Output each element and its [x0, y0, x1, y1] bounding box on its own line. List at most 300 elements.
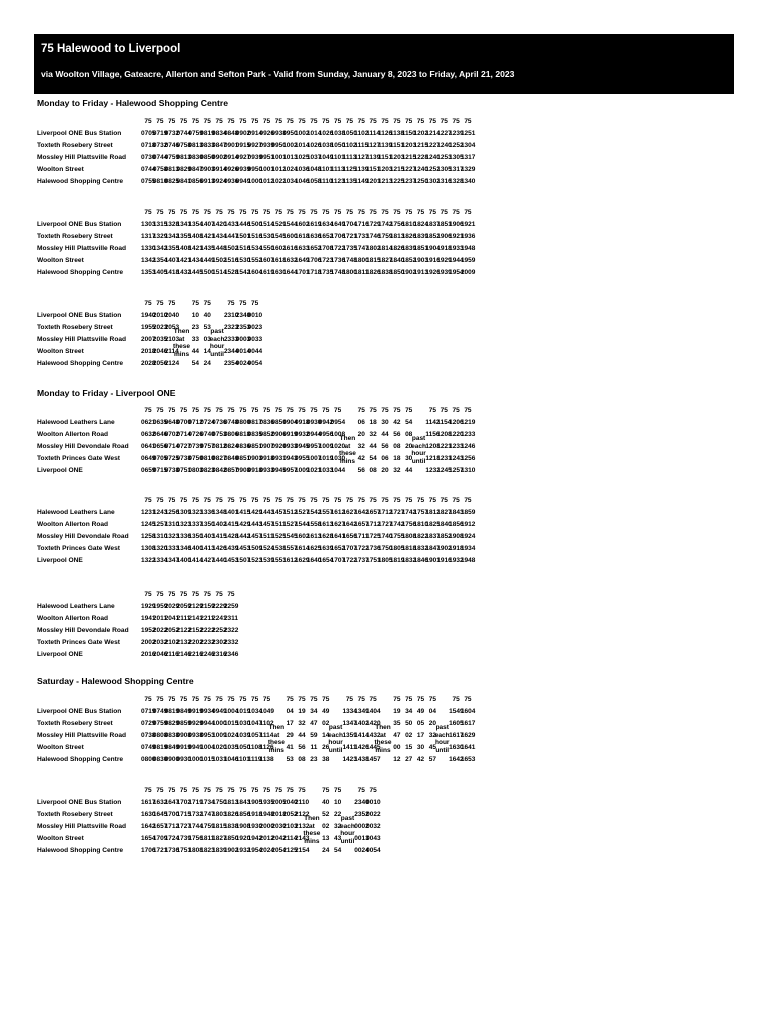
departure-time: 1916 — [425, 257, 440, 264]
route-number: 75 — [310, 407, 318, 414]
departure-time: 1706 — [330, 233, 346, 240]
departure-time: 1501 — [235, 233, 251, 240]
departure-time: 1139 — [354, 166, 369, 173]
departure-time: 1317 — [449, 166, 464, 173]
departure-time: 1453 — [235, 545, 251, 552]
departure-time: 30 — [405, 455, 413, 462]
departure-time: 1805 — [389, 545, 405, 552]
route-number: 75 — [262, 407, 271, 414]
frequency-note: past each hour until — [340, 815, 355, 845]
departure-time: 1025 — [295, 154, 310, 161]
departure-time: 1245 — [141, 521, 156, 528]
departure-time: 1904 — [425, 245, 440, 252]
departure-time: 14 — [203, 348, 211, 355]
departure-time: 1208 — [425, 443, 440, 450]
departure-time: 1432 — [176, 269, 192, 276]
departure-time: 2122 — [176, 627, 192, 634]
stop-name: Halewood Shopping Centre — [37, 756, 124, 763]
departure-time: 2007 — [141, 336, 156, 343]
route-number: 75 — [274, 209, 282, 216]
route-number: 75 — [274, 407, 282, 414]
departure-time: 1015 — [200, 756, 215, 763]
departure-time: 2232 — [200, 639, 215, 646]
departure-time: 1657 — [366, 509, 381, 516]
route-number: 75 — [310, 696, 318, 703]
stop-row — [37, 176, 737, 188]
departure-time: 0949 — [188, 744, 203, 751]
departure-time: 1906 — [437, 233, 452, 240]
departure-time: 1735 — [342, 245, 357, 252]
departure-time: 23 — [310, 756, 318, 763]
departure-time: 1007 — [306, 455, 322, 462]
route-number: 75 — [251, 407, 259, 414]
departure-time: 1718 — [306, 269, 322, 276]
departure-time: 2322 — [223, 627, 239, 634]
departure-time: 1746 — [366, 233, 381, 240]
departure-time: 19 — [393, 708, 401, 715]
departure-time: 0800 — [235, 419, 251, 426]
route-number: 75 — [144, 787, 152, 794]
stop-row — [37, 255, 737, 267]
route-number: 75 — [357, 407, 365, 414]
route-number: 75 — [357, 497, 365, 504]
departure-time: 08 — [393, 443, 401, 450]
departure-time: 56 — [298, 744, 306, 751]
departure-time: 0749 — [152, 708, 168, 715]
departure-time: 2114 — [164, 348, 179, 355]
departure-time: 2016 — [141, 651, 156, 658]
departure-time: 1711 — [354, 533, 369, 540]
departure-time: 1004 — [223, 708, 239, 715]
departure-time: 1511 — [271, 521, 286, 528]
departure-time: 1514 — [212, 269, 227, 276]
departure-time: 44 — [191, 348, 199, 355]
route-number: 75 — [144, 300, 152, 307]
departure-time: 0903 — [200, 166, 215, 173]
stop-name: Woolton Allerton Road — [37, 521, 109, 528]
departure-time: 1310 — [164, 521, 180, 528]
departure-time: 1709 — [152, 835, 168, 842]
departure-time: 0043 — [366, 835, 381, 842]
departure-time: 2116 — [164, 651, 179, 658]
departure-time: 2340 — [354, 799, 369, 806]
stop-row — [37, 417, 737, 429]
departure-time: 0852 — [259, 431, 274, 438]
route-number: 75 — [203, 787, 211, 794]
route-number: 75 — [156, 787, 164, 794]
route-number: 75 — [393, 407, 401, 414]
timetable-block — [37, 298, 737, 368]
departure-time: 1740 — [378, 533, 393, 540]
departure-time: 0919 — [283, 431, 298, 438]
departure-time: 1800 — [342, 269, 357, 276]
stop-name: Liverpool ONE — [37, 557, 83, 564]
departure-time: 0823 — [200, 467, 215, 474]
departure-time: 1952 — [141, 627, 156, 634]
departure-time: 0635 — [152, 419, 168, 426]
departure-time: 2252 — [212, 627, 227, 634]
departure-time: 1827 — [378, 257, 393, 264]
departure-time: 0926 — [223, 166, 239, 173]
route-number: 75 — [405, 497, 413, 504]
departure-time: 1747 — [200, 811, 215, 818]
departure-time: 2110 — [295, 799, 310, 806]
departure-time: 1449 — [200, 257, 215, 264]
route-number: 75 — [416, 118, 425, 125]
route-number: 75 — [156, 209, 164, 216]
departure-time: 10 — [333, 799, 342, 806]
departure-time: 1446 — [235, 221, 251, 228]
departure-time: 1604 — [460, 708, 476, 715]
route-number: 75 — [405, 209, 413, 216]
departure-time: 1034 — [283, 178, 298, 185]
departure-time: 2211 — [200, 615, 215, 622]
departure-time: 2103 — [283, 823, 298, 830]
departure-time: 50 — [405, 720, 413, 727]
departure-time: 1232 — [425, 467, 440, 474]
departure-time: 1936 — [460, 233, 476, 240]
departure-time: 47 — [393, 732, 401, 739]
departure-time: 2023 — [152, 324, 168, 331]
route-number: 75 — [191, 209, 199, 216]
departure-time: 1001 — [271, 154, 286, 161]
departure-time: 1415 — [235, 509, 251, 516]
departure-time: 1955 — [141, 324, 156, 331]
departure-time: 1457 — [259, 521, 274, 528]
departure-time: 52 — [322, 811, 330, 818]
departure-time: 1138 — [389, 130, 404, 137]
departure-time: 0836 — [235, 443, 251, 450]
departure-time: 0738 — [164, 467, 180, 474]
departure-time: 1716 — [354, 221, 369, 228]
departure-time: 1948 — [460, 557, 476, 564]
route-number: 75 — [179, 787, 188, 794]
departure-time: 1012 — [271, 166, 286, 173]
departure-time: 0906 — [271, 431, 286, 438]
route-number-row — [37, 405, 737, 417]
departure-time: 0930 — [176, 756, 192, 763]
route-number: 75 — [440, 497, 448, 504]
departure-time: 1201 — [366, 178, 381, 185]
departure-time: 1840 — [437, 521, 452, 528]
departure-time: 1742 — [389, 521, 405, 528]
departure-time: 1329 — [460, 166, 476, 173]
route-number: 75 — [452, 209, 460, 216]
route-number: 75 — [239, 300, 247, 307]
route-number: 75 — [274, 787, 282, 794]
route-number: 75 — [286, 407, 294, 414]
departure-time: 1813 — [389, 233, 405, 240]
departure-time: 1727 — [389, 509, 405, 516]
departure-time: 1948 — [460, 245, 476, 252]
departure-time: 1642 — [141, 823, 156, 830]
departure-time: 56 — [381, 443, 389, 450]
departure-time: 1736 — [164, 847, 180, 854]
stop-name: Woolton Street — [37, 166, 84, 173]
departure-time: 1838 — [223, 823, 239, 830]
departure-time: 1852 — [401, 257, 417, 264]
route-number: 75 — [369, 407, 377, 414]
route-number: 75 — [333, 787, 342, 794]
departure-time: 1708 — [318, 245, 334, 252]
departure-time: 1228 — [413, 154, 429, 161]
departure-time: 0829 — [164, 720, 180, 727]
departure-time: 2310 — [223, 312, 239, 319]
departure-time: 0849 — [164, 744, 180, 751]
departure-time: 54 — [405, 419, 413, 426]
departure-time: 1355 — [164, 245, 180, 252]
departure-time: 06 — [357, 419, 365, 426]
departure-time: 20 — [381, 467, 389, 474]
departure-time: 0949 — [212, 708, 227, 715]
route-number: 75 — [428, 118, 436, 125]
departure-time: 1334 — [342, 708, 357, 715]
route-number: 75 — [203, 300, 211, 307]
departure-time: 2302 — [212, 639, 227, 646]
departure-time: 2124 — [164, 360, 180, 367]
stop-row — [37, 519, 737, 531]
departure-time: 0818 — [235, 431, 251, 438]
departure-time: 1612 — [330, 509, 346, 516]
frequency-note: Then at these mins — [338, 435, 356, 465]
departure-time: 1810 — [413, 521, 429, 528]
departure-time: 1233 — [460, 431, 476, 438]
departure-time: 20 — [428, 720, 436, 727]
departure-time: 2059 — [176, 603, 192, 610]
departure-time: 1353 — [141, 269, 156, 276]
departure-time: 1819 — [389, 557, 405, 564]
route-number: 75 — [203, 497, 211, 504]
departure-time: 1046 — [223, 756, 239, 763]
stop-row — [37, 821, 737, 833]
route-number: 75 — [191, 118, 199, 125]
departure-time: 1903 — [413, 257, 429, 264]
departure-time: 2344 — [223, 348, 239, 355]
departure-time: 1736 — [330, 257, 346, 264]
route-number: 75 — [393, 497, 401, 504]
route-number: 75 — [262, 118, 271, 125]
departure-time: 1423 — [342, 756, 357, 763]
departure-time: 1401 — [223, 509, 239, 516]
route-number: 75 — [239, 407, 247, 414]
departure-time: 2332 — [223, 639, 239, 646]
departure-time: 0024 — [354, 847, 369, 854]
timetable-block — [37, 589, 737, 659]
departure-time: 2011 — [152, 615, 167, 622]
stop-row — [37, 754, 737, 766]
departure-time: 23 — [191, 324, 199, 331]
departure-time: 0926 — [259, 130, 274, 137]
departure-time: 1826 — [366, 269, 381, 276]
departure-time: 1921 — [460, 221, 476, 228]
departure-time: 20 — [357, 431, 365, 438]
departure-time: 53 — [203, 324, 211, 331]
departure-time: 1959 — [460, 257, 476, 264]
stop-name: Toxteth Princes Gate West — [37, 545, 120, 552]
departure-time: 2010 — [152, 312, 168, 319]
departure-time: 11 — [310, 744, 318, 751]
stop-name: Woolton Street — [37, 835, 84, 842]
departure-time: 1612 — [283, 557, 298, 564]
frequency-note: Then at these mins — [374, 724, 392, 754]
stop-name: Liverpool ONE Bus Station — [37, 799, 122, 806]
departure-time: 1549 — [449, 708, 464, 715]
stop-row — [37, 601, 737, 613]
departure-time: 2202 — [188, 639, 203, 646]
departure-time: 1030 — [235, 720, 251, 727]
departure-time: 1310 — [460, 467, 476, 474]
stop-name: Woolton Street — [37, 348, 84, 355]
departure-time: 1243 — [449, 455, 464, 462]
departure-time: 1942 — [247, 835, 263, 842]
departure-time: 1636 — [306, 233, 322, 240]
departure-time: 1320 — [152, 545, 168, 552]
departure-time: 1220 — [449, 431, 464, 438]
departure-time: 1050 — [342, 130, 357, 137]
departure-time: 1354 — [152, 257, 168, 264]
departure-time: 1756 — [188, 835, 203, 842]
departure-time: 0957 — [283, 467, 298, 474]
route-number: 75 — [262, 787, 271, 794]
departure-time: 1407 — [200, 221, 215, 228]
departure-time: 04 — [286, 708, 294, 715]
route-number: 75 — [428, 209, 436, 216]
departure-time: 2056 — [152, 360, 168, 367]
departure-time: 1748 — [330, 269, 346, 276]
departure-time: 1902 — [223, 847, 239, 854]
departure-time: 1044 — [330, 467, 346, 474]
departure-time: 1127 — [366, 142, 381, 149]
route-number: 75 — [227, 118, 235, 125]
departure-time: 1418 — [164, 269, 180, 276]
departure-time: 2354 — [223, 360, 239, 367]
departure-time: 1727 — [176, 823, 192, 830]
departure-time: 1906 — [449, 221, 464, 228]
departure-time: 1656 — [342, 533, 357, 540]
departure-time: 53 — [286, 756, 294, 763]
departure-time: 0943 — [283, 455, 298, 462]
departure-time: 1654 — [318, 557, 334, 564]
departure-time: 0915 — [235, 142, 251, 149]
departure-time: 1215 — [389, 166, 405, 173]
stop-name: Toxteth Rosebery Street — [37, 142, 113, 149]
departure-time: 0054 — [366, 847, 381, 854]
departure-time: 1813 — [223, 799, 239, 806]
departure-time: 1135 — [342, 178, 357, 185]
departure-time: 2018 — [271, 811, 286, 818]
departure-time: 0024 — [235, 360, 251, 367]
route-number: 75 — [251, 696, 259, 703]
departure-time: 0724 — [200, 419, 215, 426]
departure-time: 0718 — [141, 142, 156, 149]
departure-time: 0830 — [188, 154, 203, 161]
stop-row — [37, 453, 737, 465]
departure-time: 1252 — [425, 166, 440, 173]
route-number: 75 — [144, 118, 152, 125]
departure-time: 08 — [369, 467, 377, 474]
departure-time: 1256 — [460, 455, 476, 462]
departure-time: 40 — [203, 312, 211, 319]
departure-time: 0755 — [141, 178, 156, 185]
route-number: 75 — [322, 787, 330, 794]
departure-time: 1644 — [283, 269, 298, 276]
departure-time: 1354 — [188, 221, 203, 228]
departure-time: 1742 — [401, 509, 417, 516]
departure-time: 0857 — [223, 467, 239, 474]
departure-time: 0840 — [223, 455, 239, 462]
route-number: 75 — [262, 696, 271, 703]
departure-time: 1824 — [413, 221, 429, 228]
departure-time: 2005 — [271, 799, 286, 806]
route-number: 75 — [440, 209, 448, 216]
stop-row — [37, 243, 737, 255]
departure-time: 47 — [310, 720, 318, 727]
departure-time: 1414 — [188, 557, 203, 564]
departure-time: 1811 — [200, 835, 215, 842]
departure-time: 1712 — [366, 521, 381, 528]
stop-name: Mossley Hill Plattsville Road — [37, 823, 127, 830]
route-number: 75 — [333, 118, 342, 125]
departure-time: 1445 — [188, 269, 203, 276]
departure-time: 1502 — [223, 245, 239, 252]
departure-time: 1033 — [318, 467, 334, 474]
departure-time: 0732 — [152, 142, 168, 149]
departure-time: 0856 — [188, 178, 203, 185]
departure-time: 1433 — [223, 221, 239, 228]
departure-time: 1019 — [235, 708, 251, 715]
departure-time: 0819 — [152, 744, 168, 751]
departure-time: 1101 — [330, 154, 345, 161]
stop-name: Woolton Street — [37, 257, 84, 264]
departure-time: 1639 — [318, 545, 334, 552]
route-number: 75 — [239, 787, 247, 794]
departure-time: 1617 — [141, 799, 156, 806]
departure-time: 1115 — [354, 142, 369, 149]
departure-time: 0924 — [212, 178, 227, 185]
departure-time: 1024 — [283, 166, 298, 173]
route-number: 75 — [381, 497, 389, 504]
departure-time: 0714 — [164, 443, 180, 450]
departure-time: 0648 — [164, 419, 180, 426]
departure-time: 1243 — [152, 509, 168, 516]
departure-time: 1634 — [318, 221, 334, 228]
departure-time: 1924 — [460, 533, 476, 540]
departure-time: 34 — [310, 708, 318, 715]
departure-time: 2333 — [223, 336, 239, 343]
stop-name: Liverpool ONE Bus Station — [37, 708, 122, 715]
departure-time: 2041 — [164, 615, 180, 622]
departure-time: 1151 — [366, 166, 381, 173]
stop-row — [37, 543, 737, 555]
departure-time: 0914 — [212, 166, 227, 173]
departure-time: 1126 — [378, 130, 393, 137]
departure-time: 0859 — [176, 720, 192, 727]
departure-time: 1337 — [188, 521, 203, 528]
departure-time: 1627 — [342, 509, 357, 516]
departure-time: 06 — [381, 455, 389, 462]
route-number: 75 — [251, 118, 259, 125]
departure-time: 1511 — [259, 533, 274, 540]
section-heading-weekday-halewood: Monday to Friday - Halewood Shopping Centre — [37, 98, 228, 108]
departure-time: 1304 — [460, 142, 476, 149]
departure-time: 1402 — [212, 521, 227, 528]
stop-row — [37, 267, 737, 279]
departure-time: 02 — [322, 720, 330, 727]
departure-time: 1049 — [259, 708, 274, 715]
departure-time: 0700 — [176, 419, 192, 426]
departure-time: 1839 — [212, 847, 227, 854]
departure-time: 0729 — [141, 720, 156, 727]
